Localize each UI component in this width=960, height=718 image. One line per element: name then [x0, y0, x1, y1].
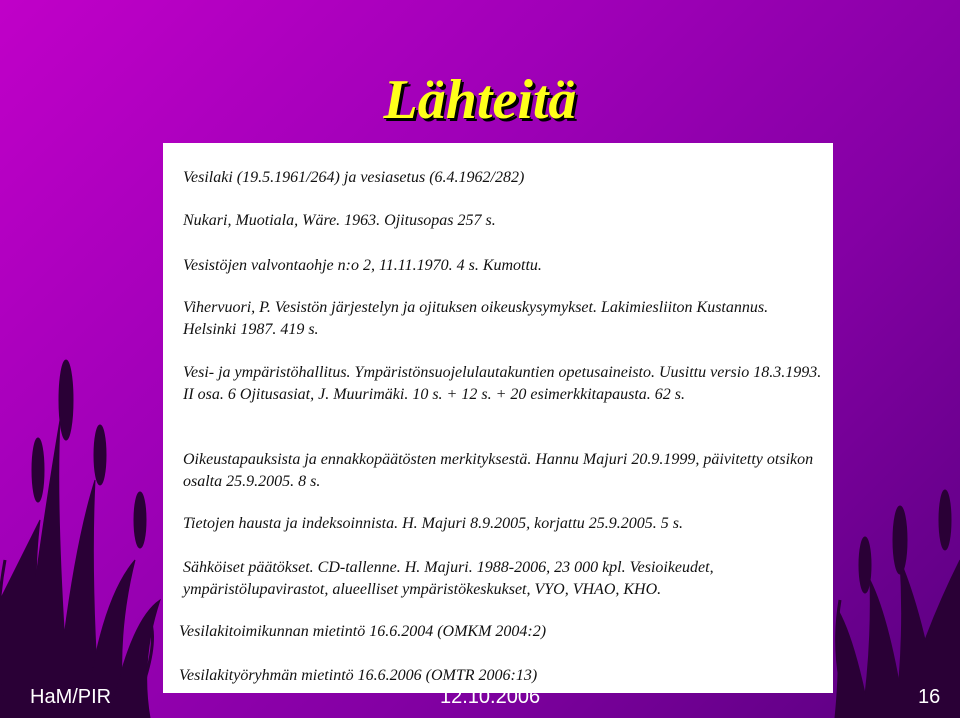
reference-item: Vesilaki (19.5.1961/264) ja vesiasetus (6.4.1962/282) [183, 169, 525, 186]
reference-item: Vesi- ja ympäristöhallitus. Ympäristönsuojelulautakuntien opetusaineisto. Uusittu versio 18.3.1993. II osa. 6 Ojitusasiat, J. Muurimäki. 10 s. + 12 s. + 20 esimerkkitapausta. 62 s. [183, 364, 822, 403]
page-number: 16 [918, 686, 941, 708]
references-document [163, 143, 833, 693]
reference-item: Vesilakitoimikunnan mietintö 16.6.2004 (OMKM 2004:2) [179, 623, 547, 640]
reference-item: Vihervuori, P. Vesistön järjestelyn ja ojituksen oikeuskysymykset. Lakimiesliiton Kustannus. Helsinki 1987. 419 s. [183, 299, 769, 338]
reference-item: Nukari, Muotiala, Wäre. 1963. Ojitusopas 257 s. [183, 212, 496, 229]
reference-item: Sähköiset päätökset. CD-tallenne. H. Majuri. 1988-2006, 23 000 kpl. Vesioikeudet, ympäristölupavirastot, alueelliset ympäristökeskukset, VYO, VHAO, KHO. [183, 559, 714, 598]
reference-item: Tietojen hausta ja indeksoinnista. H. Majuri 8.9.2005, korjattu 25.9.2005. 5 s. [183, 515, 683, 532]
reference-item: Vesilakityöryhmän mietintö 16.6.2006 (OMTR 2006:13) [179, 667, 538, 684]
footer-date: 12.10.2006 [440, 686, 541, 708]
slide-title: Lähteitä [383, 69, 577, 131]
reference-item: Vesistöjen valvontaohje n:o 2, 11.11.1970. 4 s. Kumottu. [183, 257, 542, 274]
reference-item: Oikeustapauksista ja ennakkopäätösten merkityksestä. Hannu Majuri 20.9.1999, päivitetty otsikon osalta 25.9.2005. 8 s. [183, 451, 814, 490]
footer-author: HaM/PIR [30, 686, 112, 708]
